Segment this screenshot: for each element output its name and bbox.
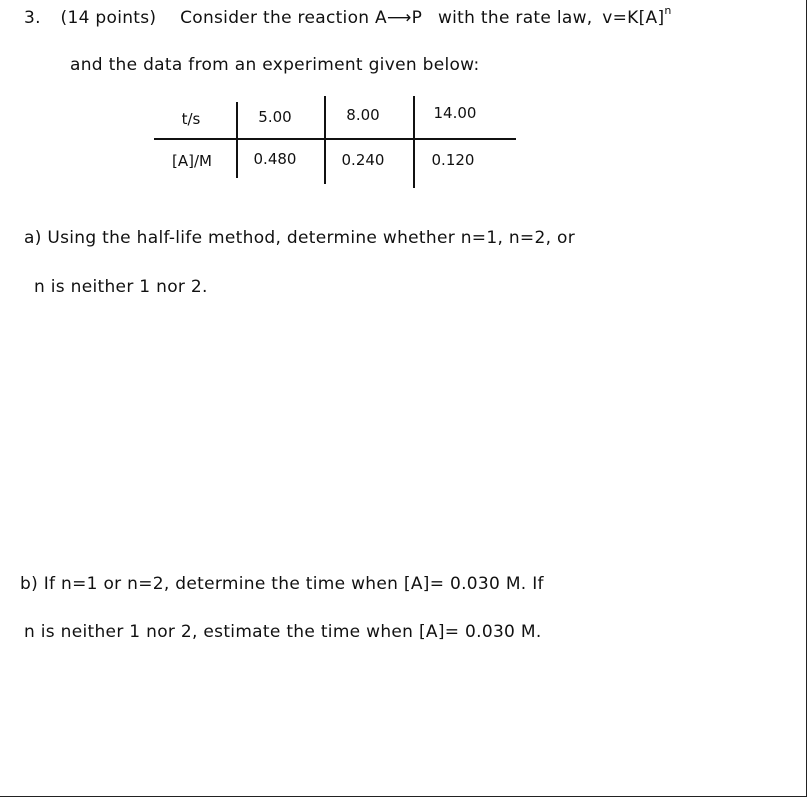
table-divider xyxy=(236,102,238,178)
table-rule xyxy=(154,138,516,140)
problem-points: (14 points) xyxy=(60,8,157,28)
table-cell: 5.00 xyxy=(258,108,292,126)
table-cell: 8.00 xyxy=(346,106,380,124)
table-divider xyxy=(324,96,326,184)
table-cell: 0.120 xyxy=(431,151,475,169)
table-divider xyxy=(413,96,415,188)
rate-law: v=K[A] xyxy=(602,8,665,28)
problem-line-2: and the data from an experiment given below: xyxy=(70,55,480,75)
part-b-line-1: b) If n=1 or n=2, determine the time when [A]= 0.030 M. If xyxy=(20,574,544,594)
problem-number: 3. xyxy=(24,8,41,28)
data-table xyxy=(150,96,515,188)
reaction-product: P xyxy=(411,8,423,28)
table-cell: 0.240 xyxy=(341,151,385,169)
table-cell: 14.00 xyxy=(433,104,477,122)
table-cell: 0.480 xyxy=(253,150,297,168)
part-b-line-2: n is neither 1 nor 2, estimate the time when [A]= 0.030 M. xyxy=(24,622,542,642)
rate-law-intro: with the rate law, xyxy=(437,8,593,28)
table-header-time: t/s xyxy=(181,110,201,128)
part-a-line-2: n is neither 1 nor 2. xyxy=(34,277,208,297)
problem-header xyxy=(24,4,672,28)
rate-law-exponent: n xyxy=(664,4,672,17)
part-a-line-1: a) Using the half-life method, determine whether n=1, n=2, or xyxy=(24,228,575,248)
reaction-arrow-icon: ⟶ xyxy=(387,8,412,28)
problem-intro: Consider the reaction A xyxy=(180,8,387,28)
table-header-concentration: [A]/M xyxy=(172,152,212,170)
